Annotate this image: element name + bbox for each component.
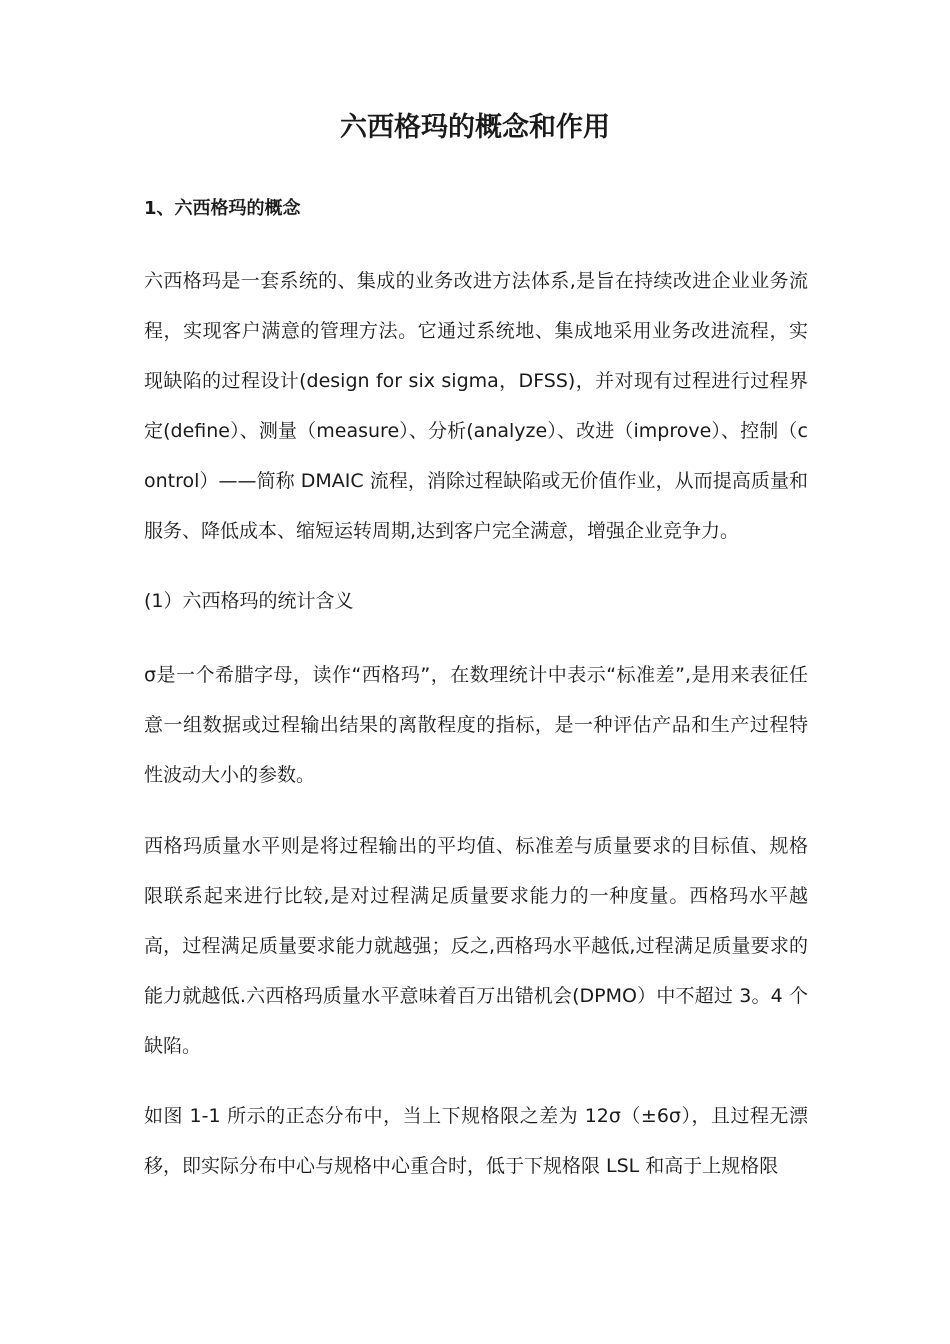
- subheading-statistical-meaning: (1）六西格玛的统计含义: [144, 590, 354, 612]
- section-heading: 1、六西格玛的概念: [144, 198, 301, 219]
- paragraph-sigma-meaning: σ是一个希腊字母，读作“西格玛”，在数理统计中表示“标准差”,是用来表征任意一组数据或过程输出结果的离散程度的指标，是一种评估产品和生产过程特性波动大小的参数。: [144, 664, 808, 786]
- paragraph-normal-distribution: 如图 1-1 所示的正态分布中，当上下规格限之差为 12σ（±6σ），且过程无漂移，即实际分布中心与规格中心重合时，低于下规格限 LSL 和高于上规格限: [144, 1105, 808, 1177]
- paragraph-definition: 六西格玛是一套系统的、集成的业务改进方法体系,是旨在持续改进企业业务流程，实现客户满意的管理方法。它通过系统地、集成地采用业务改进流程，实现缺陷的过程设计(design for six sigma，DFSS)，并对现有过程进行过程界定(define）、测量（measure）、分析(analyze）、改进（improve）、控制（control）——简称 DMAIC 流程，消除过程缺陷或无价值作业，从而提高质量和服务、降低成本、缩短运转周期,达到客户完全满意，增强企业竞争力。: [144, 270, 808, 542]
- paragraph-sigma-level: 西格玛质量水平则是将过程输出的平均值、标准差与质量要求的目标值、规格限联系起来进行比较,是对过程满足质量要求能力的一种度量。西格玛水平越高，过程满足质量要求能力就越强；反之,西格玛水平越低,过程满足质量要求的能力就越低.六西格玛质量水平意味着百万出错机会(DPMO）中不超过 3。4 个缺陷。: [144, 835, 808, 1057]
- document-title: 六西格玛的概念和作用: [340, 112, 610, 143]
